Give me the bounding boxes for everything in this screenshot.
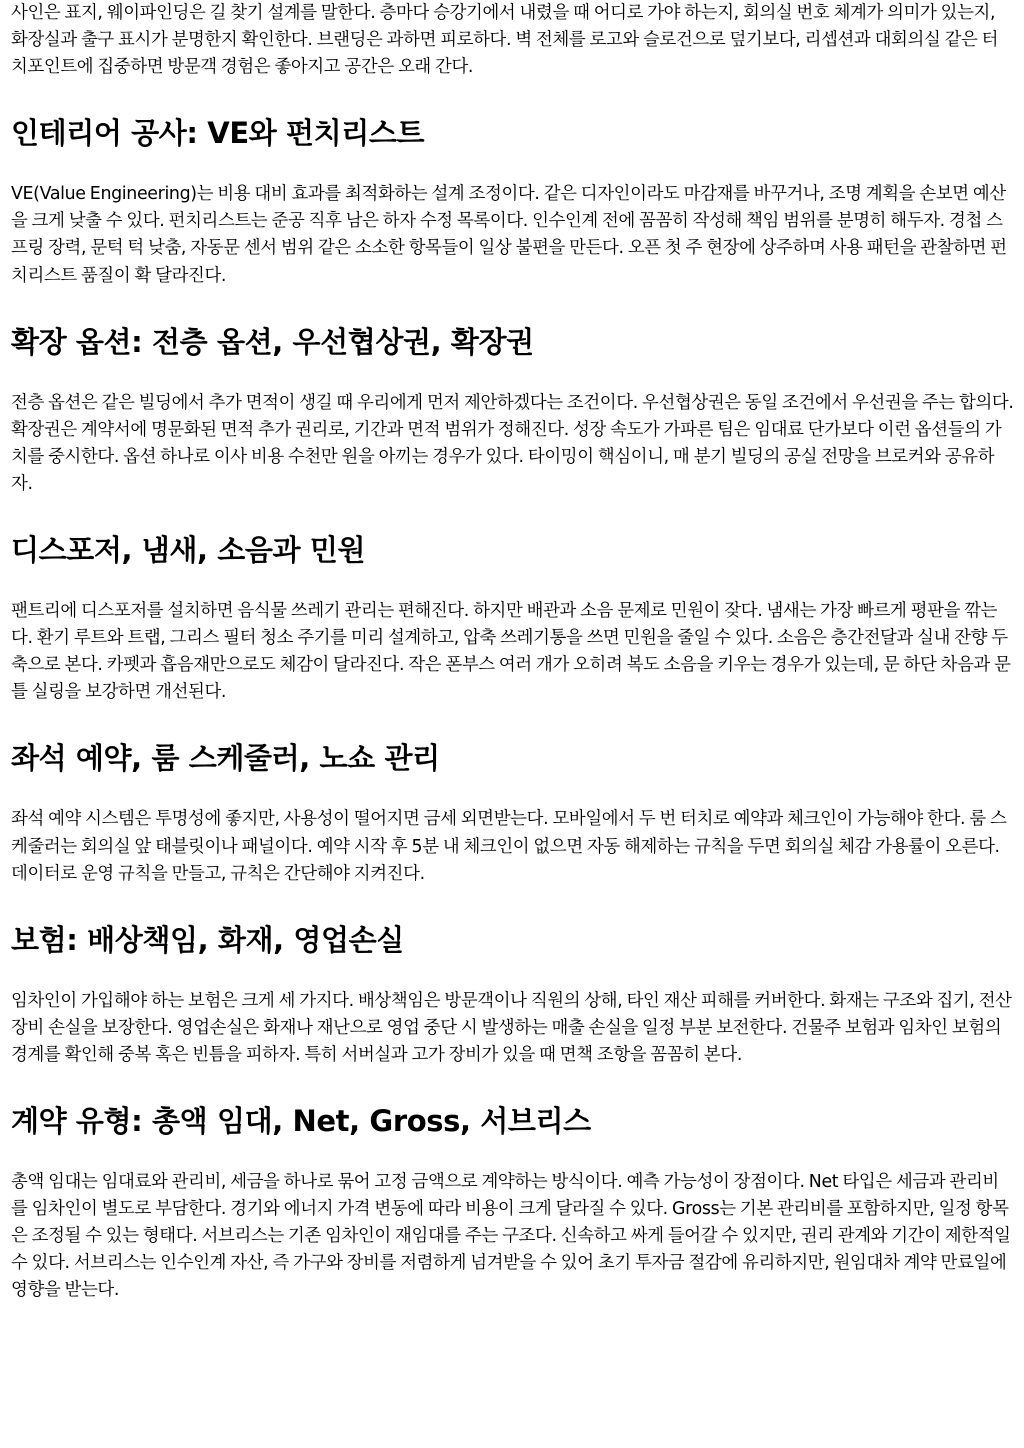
section-expansion-options [11, 324, 1014, 498]
section-paragraph: VE(Value Engineering)는 비용 대비 효과를 최적화하는 설계 조정이다. 같은 디자인이라도 마감재를 바꾸거나, 조명 계획을 손보면 예산을 크게 낮출 수 있다. 펀치리스트는 준공 직후 남은 하자 수정 목록이다. 인수인계 전에 꼼꼼히 작성해 책임 범위를 분명히 해두자. 경첩 스프링 장력, 문턱 턱 낮춤, 자동문 센서 범위 같은 소소한 항목들이 일상 불편을 만든다. 오픈 첫 주 현장에 상주하며 사용 패턴을 관찰하면 펀치리스트 품질이 확 달라진다. [11, 184, 1007, 286]
section-seat-reservation [11, 740, 1014, 887]
document-page [11, 0, 1014, 1304]
section-paragraph: 총액 임대는 임대료와 관리비, 세금을 하나로 묶어 고정 금액으로 계약하는 방식이다. 예측 가능성이 장점이다. Net 타입은 세금과 관리비를 임차인이 별도로 부담한다. 경기와 에너지 가격 변동에 따라 비용이 크게 달라질 수 있다. Gross는 기본 관리비를 포함하지만, 일정 항목은 조정될 수 있는 형태다. 서브리스는 기존 임차인이 재임대를 주는 구조다. 신속하고 싸게 들어갈 수 있지만, 권리 관계와 기간이 제한적일 수 있다. 서브리스는 인수인계 자산, 즉 가구와 장비를 저렴하게 넘겨받을 수 있어 초기 투자금 절감에 유리하지만, 원임대차 계약 만료일에 영향을 받는다. [11, 1171, 1011, 1301]
section-disposer-noise [11, 532, 1014, 706]
section-heading: 보험: 배상책임, 화재, 영업손실 [11, 922, 404, 957]
section-heading: 확장 옵션: 전층 옵션, 우선협상권, 확장권 [11, 324, 534, 359]
section-heading: 디스포저, 냄새, 소음과 민원 [11, 533, 366, 568]
section-paragraph: 임차인이 가입해야 하는 보험은 크게 세 가지다. 배상책임은 방문객이나 직원의 상해, 타인 재산 피해를 커버한다. 화재는 구조와 집기, 전산 장비 손실을 보장한다. 영업손실은 화재나 재난으로 영업 중단 시 발생하는 매출 손실을 일정 부분 보전한다. 건물주 보험과 임차인 보험의 경계를 확인해 중복 혹은 빈틈을 피하자. 특히 서버실과 고가 장비가 있을 때 면책 조항을 꼼꼼히 본다. [11, 990, 1012, 1065]
section-heading: 인테리어 공사: VE와 펀치리스트 [11, 116, 425, 151]
section-interior-construction [11, 115, 1014, 289]
section-heading: 좌석 예약, 룸 스케줄러, 노쇼 관리 [11, 741, 440, 776]
section-heading: 계약 유형: 총액 임대, Net, Gross, 서브리스 [11, 1103, 591, 1138]
section-paragraph: 팬트리에 디스포저를 설치하면 음식물 쓰레기 관리는 편해진다. 하지만 배관과 소음 문제로 민원이 잦다. 냄새는 가장 빠르게 평판을 깎는다. 환기 루트와 트랩, 그리스 필터 청소 주기를 미리 설계하고, 압축 쓰레기통을 쓰면 민원을 줄일 수 있다. 소음은 층간전달과 실내 잔향 두 축으로 본다. 카펫과 흡음재만으로도 체감이 달라진다. 작은 폰부스 여러 개가 오히려 복도 소음을 키우는 경우가 있는데, 문 하단 차음과 문틀 실링을 보강하면 개선된다. [11, 601, 1011, 703]
intro-paragraph: 사인은 표지, 웨이파인딩은 길 찾기 설계를 말한다. 층마다 승강기에서 내렸을 때 어디로 가야 하는지, 회의실 번호 체계가 의미가 있는지, 화장실과 출구 표시가 분명한지 확인한다. 브랜딩은 과하면 피로하다. 벽 전체를 로고와 슬로건으로 덮기보다, 리셉션과 대회의실 같은 터치포인트에 집중하면 방문객 경험은 좋아지고 공간은 오래 간다. [11, 3, 999, 78]
section-contract-types [11, 1103, 1014, 1304]
section-paragraph: 전층 옵션은 같은 빌딩에서 추가 면적이 생길 때 우리에게 먼저 제안하겠다는 조건이다. 우선협상권은 동일 조건에서 우선권을 주는 합의다. 확장권은 계약서에 명문화된 면적 추가 권리로, 기간과 면적 범위가 정해진다. 성장 속도가 가파른 팀은 임대료 단가보다 이런 옵션들의 가치를 중시한다. 옵션 하나로 이사 비용 수천만 원을 아끼는 경우가 있다. 타이밍이 핵심이니, 매 분기 빌딩의 공실 전망을 브로커와 공유하자. [11, 392, 1014, 494]
section-paragraph: 좌석 예약 시스템은 투명성에 좋지만, 사용성이 떨어지면 금세 외면받는다. 모바일에서 두 번 터치로 예약과 체크인이 가능해야 한다. 룸 스케줄러는 회의실 앞 태블릿이나 패널이다. 예약 시작 후 5분 내 체크인이 없으면 자동 해제하는 규칙을 두면 회의실 체감 가용률이 오른다. 데이터로 운영 규칙을 만들고, 규칙은 간단해야 지켜진다. [11, 809, 1007, 884]
section-insurance [11, 922, 1014, 1069]
